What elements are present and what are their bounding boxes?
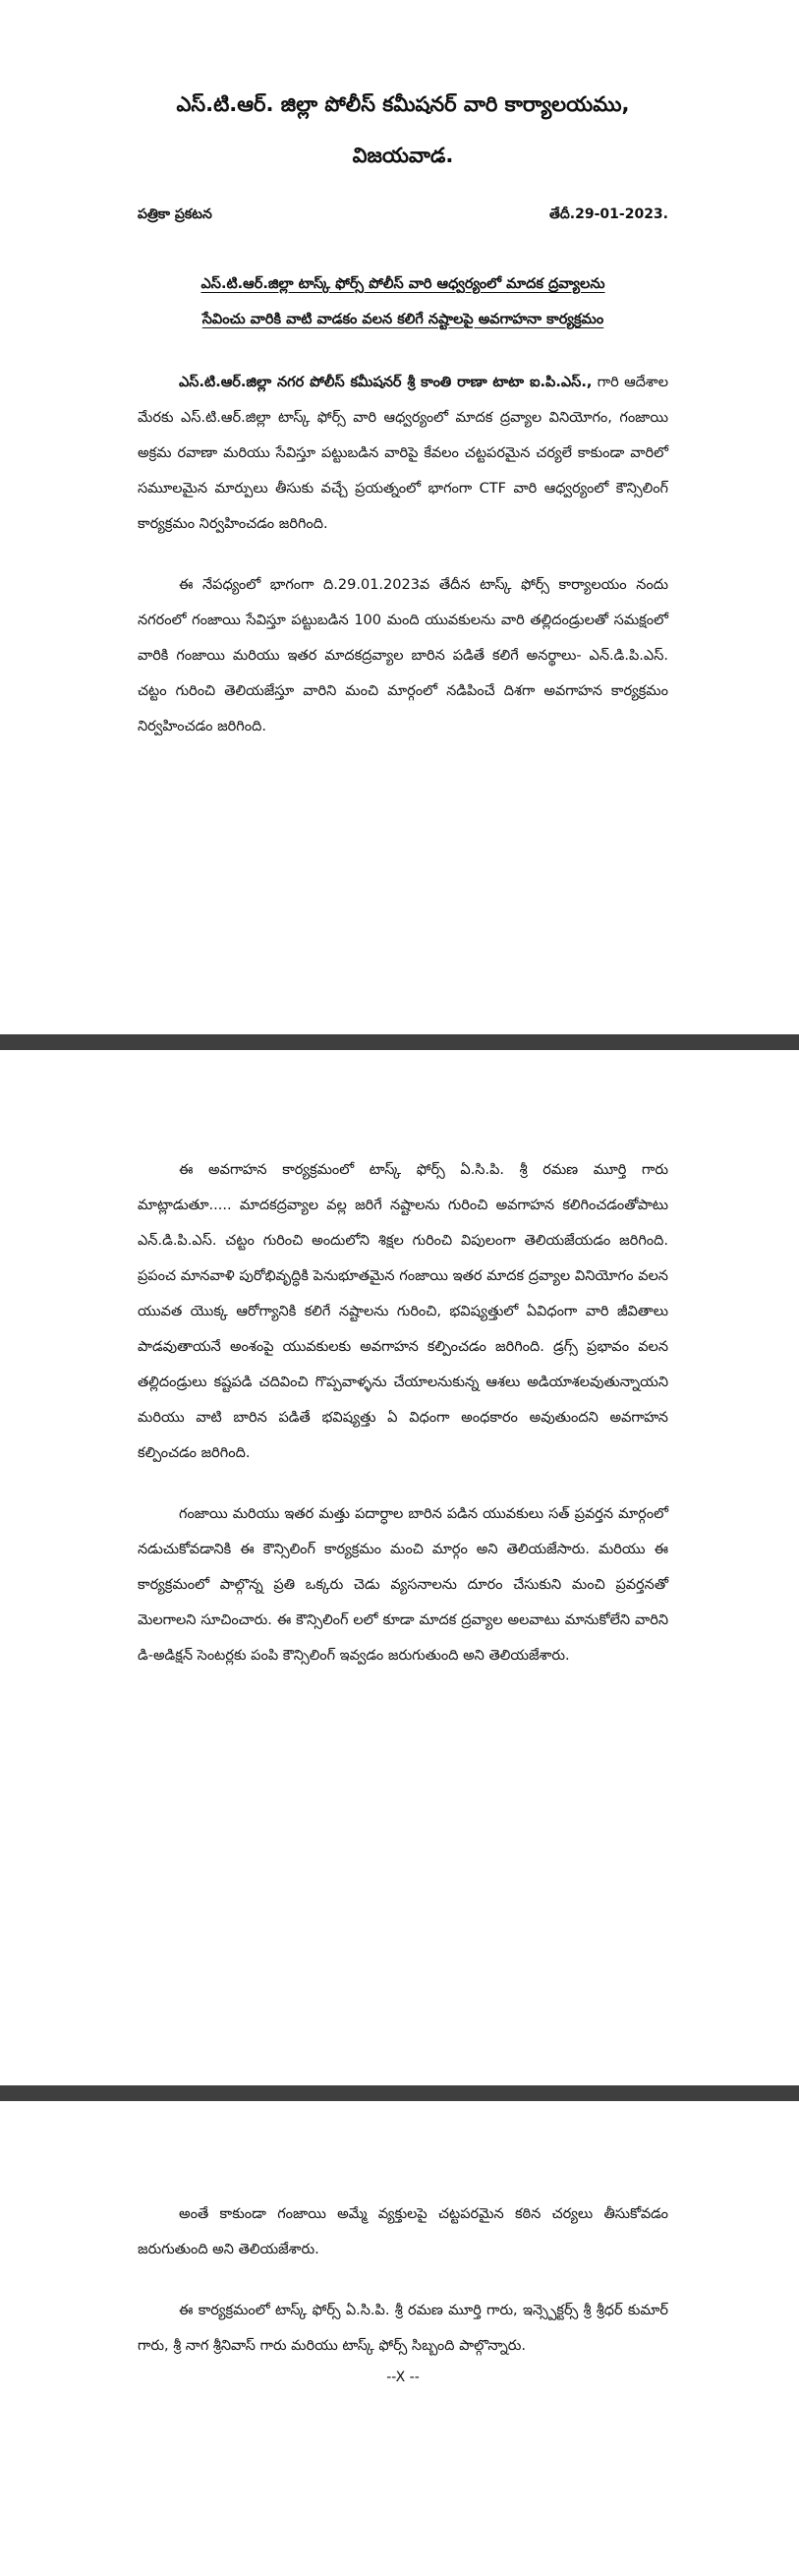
document-page-1 — [0, 0, 799, 1034]
page-separator — [0, 2085, 799, 2101]
page-separator — [0, 1034, 799, 1050]
document-page-3 — [0, 2101, 799, 2570]
press-meta-row — [138, 206, 668, 225]
office-title-line1: ఎస్.టి.ఆర్. జిల్లా పోలీస్ కమీషనర్ వారి కార్యాలయము, — [176, 92, 630, 116]
office-title-line2: విజయవాడ. — [352, 144, 454, 167]
subject-line1: ఎస్.టి.ఆర్.జిల్లా టాస్క్ ఫోర్స్ పోలీస్ వారి ఆధ్వర్యంలో మాదక ద్రవ్యాలను — [200, 276, 605, 292]
commissioner-name: ఎస్.టి.ఆర్.జిల్లా నగర పోలీస్ కమీషనర్ శ్రీ కాంతి రాణా టాటా ఐ.పి.ఎస్., — [179, 375, 593, 390]
page-1-paragraph-2: ఈ నేపధ్యంలో భాగంగా ది.29.01.2023వ తేదీన టాస్క్ ఫోర్స్ కార్యాలయం నందు నగరంలో గంజాయి సేవిస్తూ పట్టుబడిన 100 మంది యువకులను వారి తల్లిదండ్రులతో సమక్షంలో వారికి గంజాయి మరియు ఇతర మాదకద్రవ్యాల బారిన పడితే కలిగే అనర్థాలు- ఎన్.డి.పి.ఎస్. చట్టం గురించి తెలియజేస్తూ వారిని మంచి మార్గంలో నడిపించే దిశగా అవగాహన కార్యక్రమం నిర్వహించడం జరిగింది. — [138, 577, 668, 734]
page-3-content — [138, 2196, 668, 2385]
page-2-content — [138, 1152, 668, 1673]
subject-block — [138, 266, 668, 337]
press-release-label: పత్రికా ప్రకటన — [138, 206, 212, 222]
page-1-content — [138, 79, 668, 744]
page-3-paragraph-2: ఈ కార్యక్రమంలో టాస్క్ ఫోర్స్ ఏ.సి.పి. శ్రీ రమణ మూర్తి గారు, ఇన్స్పెక్టర్స్ శ్రీ శ్రీధర్ కుమార్ గారు, శ్రీ నాగ శ్రీనివాస్ గారు మరియు టాస్క్ ఫోర్స్ సిబ్బంది పాల్గొన్నారు. — [138, 2303, 668, 2354]
page-3-paragraph-1: అంతే కాకుండా గంజాయి అమ్మే వ్యక్తులపై చట్టపరమైన కఠిన చర్యలు తీసుకోవడం జరుగుతుంది అని తెలియజేశారు. — [138, 2206, 668, 2257]
page-1-paragraph-1 — [138, 365, 668, 542]
end-mark: --X -- — [386, 2370, 420, 2385]
page-2-paragraph-2: గంజాయి మరియు ఇతర మత్తు పదార్ధాల బారిన పడిన యువకులు సత్ ప్రవర్తన మార్గంలో నడుచుకోవడానికి ఈ కౌన్సిలింగ్ కార్యక్రమం మంచి మార్గం అని తెలియజేసారు. మరియు ఈ కార్యక్రమంలో పాల్గొన్న ప్రతి ఒక్కరు చెడు వ్యసనాలను దూరం చేసుకుని మంచి ప్రవర్తనతో మెలగాలని సూచించారు. ఈ కౌన్సిలింగ్ లలో కూడా మాదక ద్రవ్యాల అలవాటు మానుకోలేని వారిని డి-అడిక్షన్ సెంటర్లకు పంపి కౌన్సిలింగ్ ఇవ్వడం జరుగుతుంది అని తెలియజేశారు. — [138, 1506, 668, 1664]
press-date: తేదీ.29-01-2023. — [549, 206, 668, 222]
page-2-paragraph-1: ఈ అవగాహన కార్యక్రమంలో టాస్క్ ఫోర్స్ ఏ.సి.పి. శ్రీ రమణ మూర్తి గారు మాట్లాడుతూ..... మాదకద్రవ్యాల వల్ల జరిగే నష్టాలను గురించి అవగాహన కలిగించడంతోపాటు ఎన్.డి.పి.ఎస్. చట్టం గురించి అందులోని శిక్షల గురించి విపులంగా తెలియజేయడం జరిగింది. ప్రపంచ మానవాళి పురోభివృద్ధికి పెనుభూతమైన గంజాయి ఇతర మాదక ద్రవ్యాల వినియోగం వలన యువత యొక్క ఆరోగ్యానికి కలిగే నష్టాలను గురించి, భవిష్యత్తులో ఏవిధంగా వారి జీవితాలు పాడవుతాయనే అంశంపై యువకులకు అవగాహన కల్పించడం జరిగింది. డ్రగ్స్ ప్రభావం వలన తల్లిదండ్రులు కష్టపడి చదివించి గొప్పవాళ్ళను చేయాలనుకున్న ఆశలు అడియాశలవుతున్నాయని మరియు వాటి బారిన పడితే భవిష్యత్తు ఏ విధంగా అంధకారం అవుతుందని అవగాహన కల్పించడం జరిగింది. — [138, 1162, 668, 1461]
paragraph-1-text: గారి ఆదేశాల మేరకు ఎస్.టి.ఆర్.జిల్లా టాస్క్ ఫోర్స్ వారి ఆధ్వర్యంలో మాదక ద్రవ్యాల వినియోగం, గంజాయి అక్రమ రవాణా మరియు సేవిస్తూ పట్టుబడిన వారిపై కేవలం చట్టపరమైన చర్యలే కాకుండా వారిలో సమూలమైన మార్పులు తీసుకు వచ్చే ప్రయత్నంలో భాగంగా CTF వారి ఆధ్వర్యంలో కౌన్సిలింగ్ కార్యక్రమం నిర్వహించడం జరిగింది. — [138, 375, 668, 532]
subject-line2: సేవించు వారికి వాటి వాడకం వలన కలిగే నష్టాలపై అవగాహనా కార్యక్రమం — [201, 312, 604, 327]
